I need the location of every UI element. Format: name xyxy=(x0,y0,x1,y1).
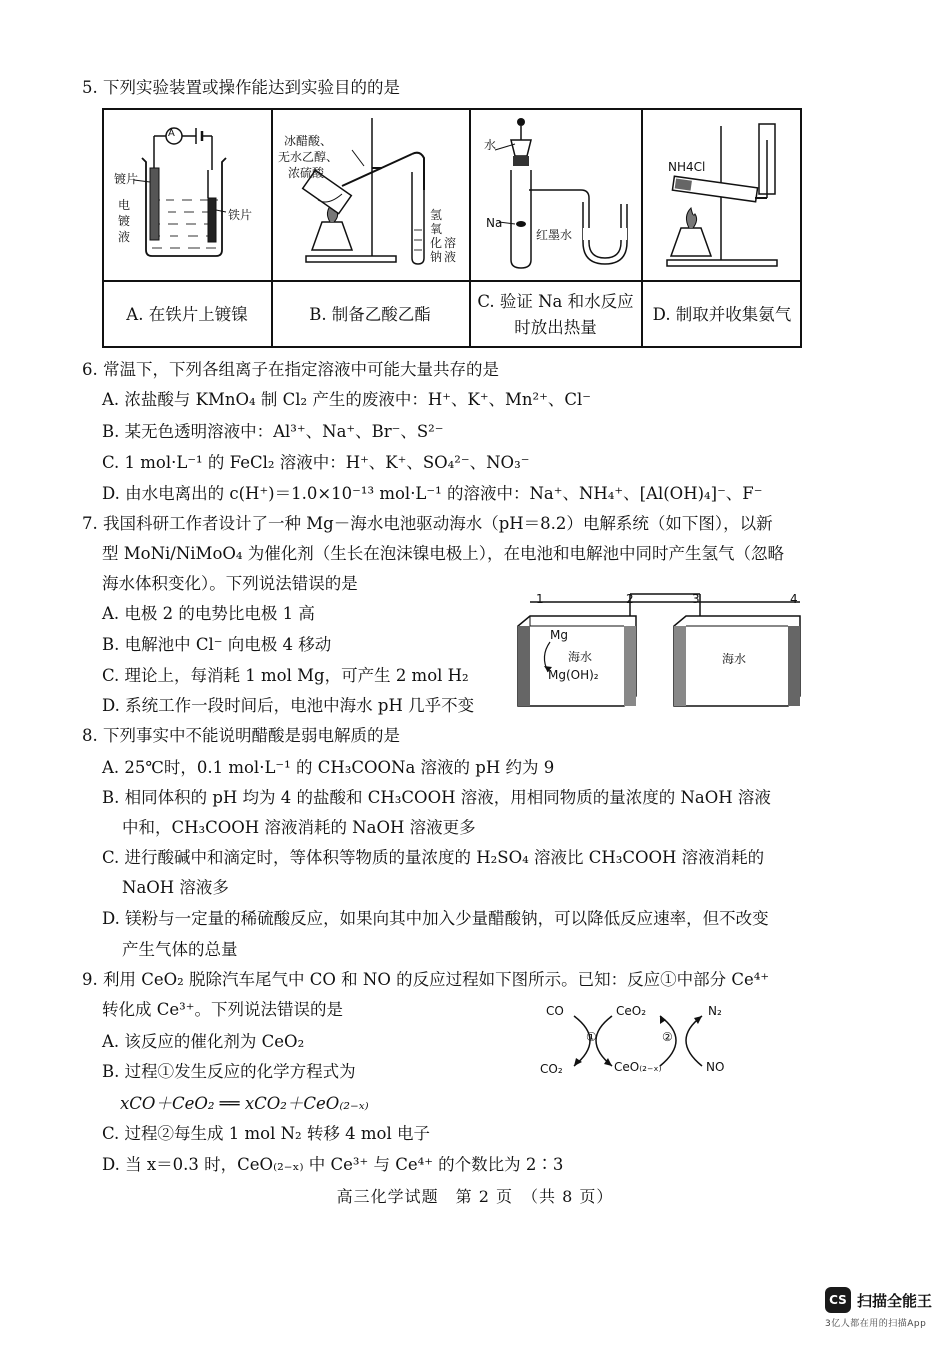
q7-stem-line-2: 型 MoNi/NiMoO₄ 为催化剂（生长在泡沫镍电极上），在电池和电解池中同时产生氢气（忽略 xyxy=(102,544,785,563)
plating-electrode-label: 镀片 xyxy=(114,172,139,186)
reaction-2-label: ② xyxy=(662,1030,673,1044)
q9-option-d: D. 当 x＝0.3 时，CeO₍₂₋ₓ₎ 中 Ce³⁺ 与 Ce⁴⁺ 的个数比为 2∶3 xyxy=(102,1155,564,1174)
mg-label: Mg xyxy=(550,628,568,642)
cell-seawater-label: 海水 xyxy=(722,652,747,666)
electrode-3-label: 3 xyxy=(692,592,700,606)
q9-option-b-line-1: B. 过程①发生反应的化学方程式为 xyxy=(102,1062,356,1081)
q6-option-a: A. 浓盐酸与 KMnO₄ 制 Cl₂ 产生的废液中：H⁺、K⁺、Mn²⁺、Cl⁻ xyxy=(102,390,591,409)
plating-liquid-label-1: 电 xyxy=(118,198,131,212)
naoh-label-6: 液 xyxy=(444,250,457,264)
q7-option-c: C. 理论上，每消耗 1 mol Mg，可产生 2 mol H₂ xyxy=(102,666,469,685)
q8-option-c-line-1: C. 进行酸碱中和滴定时，等体积等物质的量浓度的 H₂SO₄ 溶液比 CH₃COOH 溶液消耗的 xyxy=(102,848,765,867)
option-d-caption: D. 制取并收集氨气 xyxy=(652,305,792,324)
q6-option-c: C. 1 mol·L⁻¹ 的 FeCl₂ 溶液中：H⁺、K⁺、SO₄²⁻、NO₃⁻ xyxy=(102,453,530,472)
fig-d-ammonia xyxy=(643,110,801,278)
electrode-2-label: 2 xyxy=(626,592,634,606)
q9-stem-line-1: 9. 利用 CeO₂ 脱除汽车尾气中 CO 和 NO 的反应过程如下图所示。已知：反应①中部分 Ce⁴⁺ xyxy=(82,970,770,989)
q9-option-c: C. 过程②每生成 1 mol N₂ 转移 4 mol 电子 xyxy=(102,1124,431,1143)
naoh-label-1: 氢 xyxy=(430,208,443,222)
ammeter-label: A xyxy=(168,128,175,139)
option-a-caption: A. 在铁片上镀镍 xyxy=(126,305,248,324)
reagent-label-3: 浓硫酸 xyxy=(288,166,325,180)
q8-option-c-line-2: NaOH 溶液多 xyxy=(122,878,229,897)
q7-option-a: A. 电极 2 的电势比电极 1 高 xyxy=(102,604,315,623)
iron-sheet-label: 铁片 xyxy=(228,208,253,222)
q5-stem: 5. 下列实验装置或操作能达到实验目的的是 xyxy=(82,78,400,97)
water-label: 水 xyxy=(484,138,497,152)
option-c-line-1: C. 验证 Na 和水反应 xyxy=(477,292,634,311)
electrode-4-label: 4 xyxy=(790,592,798,606)
q6-option-d: D. 由水电离出的 c(H⁺)＝1.0×10⁻¹³ mol·L⁻¹ 的溶液中：Na⁺、NH₄⁺、[Al(OH)₄]⁻、F⁻ xyxy=(102,484,763,503)
ceo2-label: CeO₂ xyxy=(616,1004,647,1018)
q9-option-a: A. 该反应的催化剂为 CeO₂ xyxy=(102,1032,305,1051)
naoh-label-2: 氧 xyxy=(430,222,443,236)
nh4cl-label: NH4Cl xyxy=(668,160,706,174)
red-ink-label: 红墨水 xyxy=(536,228,573,242)
plating-liquid-label-2: 镀 xyxy=(118,214,131,228)
sodium-label: Na xyxy=(486,216,503,230)
q8-option-b-line-1: B. 相同体积的 pH 均为 4 的盐酸和 CH₃COOH 溶液，用相同物质的量浓度的 NaOH 溶液 xyxy=(102,788,771,807)
ceo2-x-label: CeO₍₂₋ₓ₎ xyxy=(614,1060,662,1074)
n2-label: N₂ xyxy=(708,1004,722,1018)
q8-stem: 8. 下列事实中不能说明醋酸是弱电解质的是 xyxy=(82,726,400,745)
co-label: CO xyxy=(546,1004,564,1018)
mgoh2-label: Mg(OH)₂ xyxy=(548,668,599,682)
naoh-label-4: 钠 xyxy=(430,250,443,264)
q7-option-b: B. 电解池中 Cl⁻ 向电极 4 移动 xyxy=(102,635,332,654)
fig-c-sodium-water xyxy=(471,110,639,278)
scanner-tagline: 3亿人都在用的扫描App xyxy=(824,1319,927,1329)
scanner-name: 扫描全能王 xyxy=(856,1291,932,1310)
option-c-line-2: 时放出热量 xyxy=(514,318,597,337)
no-label: NO xyxy=(706,1060,725,1074)
co2-label: CO₂ xyxy=(540,1062,563,1076)
naoh-label-3: 化 xyxy=(430,236,443,250)
electrode-1-label: 1 xyxy=(536,592,544,606)
scanner-logo-icon: CS xyxy=(825,1287,851,1313)
q6-option-b: B. 某无色透明溶液中：Al³⁺、Na⁺、Br⁻、S²⁻ xyxy=(102,422,444,441)
q7-stem-line-3: 海水体积变化）。下列说法错误的是 xyxy=(102,574,358,593)
q8-option-a: A. 25℃时，0.1 mol·L⁻¹ 的 CH₃COONa 溶液的 pH 约为 9 xyxy=(102,758,555,777)
q9-option-b-equation: xCO＋CeO₂ ══ xCO₂＋CeO₍₂₋ₓ₎ xyxy=(120,1094,369,1113)
option-c-caption xyxy=(471,282,640,348)
q7-option-d: D. 系统工作一段时间后，电池中海水 pH 几乎不变 xyxy=(102,696,475,715)
reagent-label-1: 冰醋酸、 xyxy=(284,134,333,148)
q7-electrolysis-diagram xyxy=(510,588,806,710)
q7-stem-line-1: 7. 我国科研工作者设计了一种 Mg－海水电池驱动海水（pH＝8.2）电解系统（如下图），以新 xyxy=(82,514,773,533)
q8-option-d-line-2: 产生气体的总量 xyxy=(122,940,238,959)
fig-a-electroplating xyxy=(104,110,270,278)
naoh-label-5: 溶 xyxy=(444,236,457,250)
q5-experiment-table xyxy=(102,108,802,348)
q8-option-b-line-2: 中和，CH₃COOH 溶液消耗的 NaOH 溶液更多 xyxy=(122,818,476,837)
scanner-watermark xyxy=(825,1287,932,1329)
q8-option-d-line-1: D. 镁粉与一定量的稀硫酸反应，如果向其中加入少量醋酸钠，可以降低反应速率，但不改变 xyxy=(102,909,769,928)
plating-liquid-label-3: 液 xyxy=(118,230,131,244)
option-b-caption: B. 制备乙酸乙酯 xyxy=(309,305,431,324)
reaction-1-label: ① xyxy=(586,1030,597,1044)
q6-stem: 6. 常温下，下列各组离子在指定溶液中可能大量共存的是 xyxy=(82,360,499,379)
reagent-label-2: 无水乙醇、 xyxy=(278,150,339,164)
page-footer: 高三化学试题 第 2 页 （共 8 页） xyxy=(336,1187,614,1206)
battery-seawater-label: 海水 xyxy=(568,650,593,664)
q9-stem-line-2: 转化成 Ce³⁺。下列说法错误的是 xyxy=(102,1000,343,1019)
